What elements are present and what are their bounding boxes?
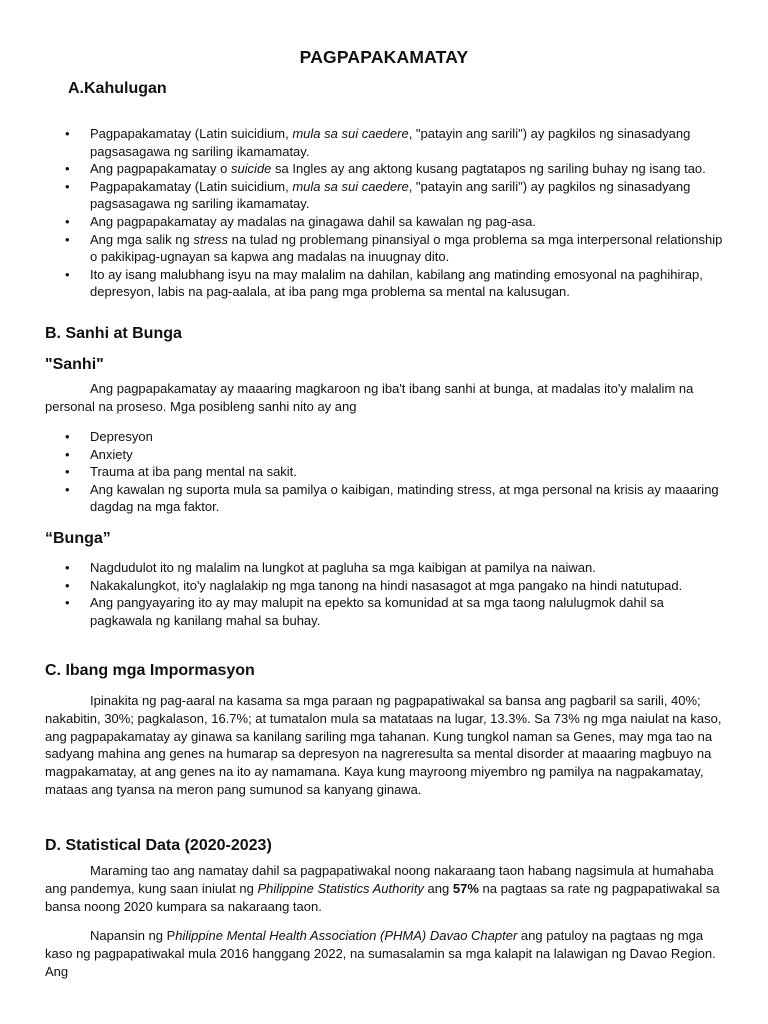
section-c-paragraph: Ipinakita ng pag-aaral na kasama sa mga paraan ng pagpapatiwakal sa bansa ang pagbaril sa sarili, 40%; nakabitin, 30%; pagkalason, 16.7%; at tumatalon mula sa matataas na lugar, 13.3%. Sa 73% ng mga naiulat na kaso, ang pagpapakamatay ay ginawa sa kanilang sariling mga tahanan. Kung tungkol naman sa Genes, may mga tao na sadyang mahina ang genes na humarap sa depresyon na nagreresulta sa mental disorder at maaaring magbuyo na magpakamatay, at ang genes na ito ay namamana. Kaya kung mayroong miyembro ng pamilya na nagpakamatay, mataas ang tyansa na meron pang sumunod sa kanyang ginawa.	[45, 693, 722, 797]
section-d-paragraph-1: Maraming tao ang namatay dahil sa pagpapatiwakal noong nakaraang taon habang nagsimula at humahaba ang pandemya, kung saan iniulat ng Philippine Statistics Authority ang 57% na pagtaas sa rate ng pagpapatiwakal sa bansa noong 2020 kumpara sa nakaraang taon.	[45, 863, 720, 914]
list-item: • Nakakalungkot, ito'y naglalakip ng mga tanong na hindi nasasagot at mga pangako na hindi natutupad.	[45, 577, 725, 595]
list-item: • Ang mga salik ng stress na tulad ng problemang pinansiyal o mga problema sa mga interpersonal relationship o pakikipag-ugnayan sa kapwa ang madalas na inuugnay dito.	[45, 231, 725, 266]
list-item: • Ito ay isang malubhang isyu na may malalim na dahilan, kabilang ang matinding emosyonal na paghihirap, depresyon, labis na pag-aalala, at iba pang mga problema sa mental na kalusugan.	[45, 266, 725, 301]
section-a-list	[45, 125, 725, 301]
list-item: • Anxiety	[45, 446, 725, 464]
bunga-list	[45, 559, 725, 629]
list-item: • Ang pagpapakamatay o suicide sa Ingles ay ang aktong kusang pagtatapos ng sariling buhay ng isang tao.	[45, 160, 725, 178]
list-item: • Depresyon	[45, 428, 725, 446]
list-item: • Ang kawalan ng suporta mula sa pamilya o kaibigan, matinding stress, at mga personal na krisis ay maaaring dagdag na mga faktor.	[45, 481, 725, 516]
sanhi-intro: Ang pagpapakamatay ay maaaring magkaroon ng iba't ibang sanhi at bunga, at madalas ito'y malalim na personal na proseso. Mga posibleng sanhi nito ay ang	[45, 381, 694, 414]
sanhi-heading: "Sanhi"	[45, 356, 104, 373]
list-item: • Ang pagpapakamatay ay madalas na ginagawa dahil sa kawalan ng pag-asa.	[45, 213, 725, 231]
list-item: • Pagpapakamatay (Latin suicidium, mula sa sui caedere, "patayin ang sarili") ay pagkilos ng sinasadyang pagsasagawa ng sariling ikamamatay.	[45, 178, 725, 213]
section-b-heading: B. Sanhi at Bunga	[45, 325, 182, 342]
document-title: PAGPAPAKAMATAY	[299, 47, 469, 67]
list-item: • Pagpapakamatay (Latin suicidium, mula sa sui caedere, "patayin ang sarili") ay pagkilos ng sinasadyang pagsasagawa ng sariling ikamamatay.	[45, 125, 725, 160]
section-c-heading: C. Ibang mga Impormasyon	[45, 662, 255, 679]
section-d-paragraph-2: Napansin ng Philippine Mental Health Association (PHMA) Davao Chapter ang patuloy na pagtaas ng mga kaso ng pagpapatiwakal mula 2016 hanggang 2022, na sumasalamin sa mga kalapit na lalawigan ng Davao Region. Ang	[45, 928, 716, 979]
bunga-heading: “Bunga”	[45, 530, 111, 547]
section-d-heading: D. Statistical Data (2020-2023)	[45, 837, 272, 854]
list-item: • Ang pangyayaring ito ay may malupit na epekto sa komunidad at sa mga taong nalulugmok dahil sa pagkawala ng kanilang mahal sa buhay.	[45, 594, 725, 629]
list-item: • Trauma at iba pang mental na sakit.	[45, 463, 725, 481]
list-item: • Nagdudulot ito ng malalim na lungkot at pagluha sa mga kaibigan at pamilya na naiwan.	[45, 559, 725, 577]
section-a-heading: A.Kahulugan	[68, 80, 167, 97]
sanhi-list	[45, 428, 725, 516]
